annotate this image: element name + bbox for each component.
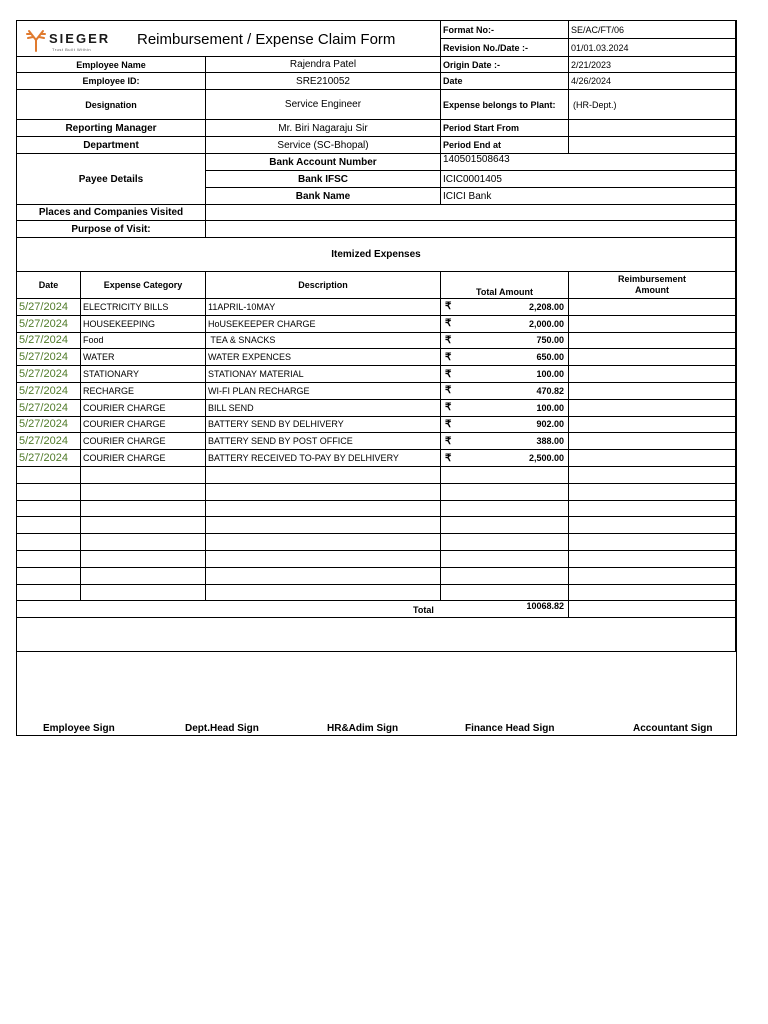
cell-total-amount bbox=[441, 467, 569, 484]
cell-description-text: BILL SEND bbox=[208, 402, 254, 413]
cell-reimbursement bbox=[569, 501, 736, 518]
rupee-symbol: ₹ bbox=[445, 351, 452, 363]
cell-date-text: 5/27/2024 bbox=[19, 351, 68, 364]
cell-category bbox=[81, 585, 206, 602]
revision-label: Revision No./Date :- bbox=[441, 39, 569, 57]
finance-head-sign: Finance Head Sign bbox=[465, 723, 555, 734]
cell-description bbox=[206, 450, 441, 467]
employee-name-value: Rajendra Patel bbox=[206, 57, 441, 73]
cell-reimbursement bbox=[569, 467, 736, 484]
cell-date-text: 5/27/2024 bbox=[19, 452, 68, 465]
logo-text: SIEGER bbox=[49, 31, 111, 46]
cell-total-amount bbox=[441, 450, 569, 467]
cell-total-amount bbox=[441, 501, 569, 518]
cell-reimbursement bbox=[569, 383, 736, 400]
rupee-symbol: ₹ bbox=[445, 385, 452, 397]
cell-description-text: BATTERY SEND BY DELHIVERY bbox=[208, 419, 344, 430]
cell-date-text: 5/27/2024 bbox=[19, 401, 68, 414]
cell-description bbox=[206, 349, 441, 366]
cell-total-amount bbox=[441, 400, 569, 417]
cell-description bbox=[206, 299, 441, 316]
cell-description bbox=[206, 534, 441, 551]
form-title: Reimbursement / Expense Claim Form bbox=[137, 30, 396, 48]
cell-reimbursement bbox=[569, 534, 736, 551]
cell-total-amount bbox=[441, 417, 569, 434]
rupee-symbol: ₹ bbox=[445, 368, 452, 380]
purpose-label: Purpose of Visit: bbox=[17, 221, 206, 238]
total-row-spacer bbox=[17, 601, 441, 618]
employee-id-label: Employee ID: bbox=[17, 73, 206, 90]
origin-date-label: Origin Date :- bbox=[441, 57, 569, 73]
cell-category-text: COURIER CHARGE bbox=[83, 402, 166, 413]
cell-date bbox=[17, 299, 81, 316]
places-visited-label: Places and Companies Visited bbox=[17, 205, 206, 221]
cell-total-amount bbox=[441, 433, 569, 450]
designation-label: Designation bbox=[17, 90, 206, 120]
cell-total-amount-text: 902.00 bbox=[536, 419, 564, 430]
cell-description bbox=[206, 417, 441, 434]
cell-total-amount-text: 2,000.00 bbox=[528, 318, 564, 329]
cell-total-amount-text: 650.00 bbox=[536, 352, 564, 363]
cell-date bbox=[17, 400, 81, 417]
cell-total-amount bbox=[441, 349, 569, 366]
rupee-symbol: ₹ bbox=[445, 334, 452, 346]
cell-category-text: COURIER CHARGE bbox=[83, 436, 166, 447]
cell-category-text: STATIONARY bbox=[83, 369, 140, 380]
cell-total-amount bbox=[441, 383, 569, 400]
col-header-description: Description bbox=[206, 272, 441, 299]
cell-category bbox=[81, 568, 206, 585]
cell-category bbox=[81, 433, 206, 450]
cell-category-text: ELECTRICITY BILLS bbox=[83, 301, 169, 312]
hr-admin-sign: HR&Adim Sign bbox=[327, 723, 399, 734]
cell-reimbursement bbox=[569, 551, 736, 568]
bank-name-label: Bank Name bbox=[206, 188, 441, 205]
accountant-sign: Accountant Sign bbox=[633, 723, 713, 734]
cell-reimbursement bbox=[569, 316, 736, 333]
cell-category bbox=[81, 450, 206, 467]
cell-total-amount-text: 2,500.00 bbox=[528, 453, 564, 464]
cell-category bbox=[81, 316, 206, 333]
cell-reimbursement bbox=[569, 333, 736, 350]
cell-description bbox=[206, 366, 441, 383]
cell-date bbox=[17, 467, 81, 484]
cell-date-text: 5/27/2024 bbox=[19, 317, 68, 330]
cell-date-text: 5/27/2024 bbox=[19, 334, 68, 347]
cell-total-amount bbox=[441, 333, 569, 350]
cell-category-text: COURIER CHARGE bbox=[83, 453, 166, 464]
cell-category bbox=[81, 383, 206, 400]
cell-category bbox=[81, 517, 206, 534]
cell-description bbox=[206, 433, 441, 450]
bank-account-value: 140501508643 bbox=[441, 154, 736, 171]
format-no-value: SE/AC/FT/06 bbox=[569, 21, 736, 39]
rupee-symbol: ₹ bbox=[445, 418, 452, 430]
cell-reimbursement bbox=[569, 585, 736, 602]
cell-reimbursement bbox=[569, 517, 736, 534]
employee-sign: Employee Sign bbox=[43, 723, 115, 734]
cell-description bbox=[206, 517, 441, 534]
cell-date bbox=[17, 551, 81, 568]
cell-description bbox=[206, 585, 441, 602]
cell-category-text: COURIER CHARGE bbox=[83, 419, 166, 430]
date-value: 4/26/2024 bbox=[569, 73, 736, 90]
cell-date bbox=[17, 501, 81, 518]
purpose-value bbox=[206, 221, 736, 238]
period-start-value bbox=[569, 120, 736, 137]
bank-ifsc-value: ICIC0001405 bbox=[441, 171, 736, 188]
cell-description bbox=[206, 383, 441, 400]
cell-date bbox=[17, 534, 81, 551]
date-label: Date bbox=[441, 73, 569, 90]
notes-area bbox=[17, 618, 736, 652]
total-value: 10068.82 bbox=[441, 601, 569, 618]
cell-category-text: Food bbox=[83, 335, 104, 346]
cell-date bbox=[17, 433, 81, 450]
cell-reimbursement bbox=[569, 450, 736, 467]
total-reimbursement-cell bbox=[569, 601, 736, 618]
rupee-symbol: ₹ bbox=[445, 318, 452, 330]
cell-description-text: STATIONAY MATERIAL bbox=[208, 369, 304, 380]
cell-total-amount bbox=[441, 517, 569, 534]
cell-date bbox=[17, 366, 81, 383]
cell-total-amount bbox=[441, 551, 569, 568]
cell-reimbursement bbox=[569, 568, 736, 585]
period-start-label: Period Start From bbox=[441, 120, 569, 137]
bank-name-value: ICICI Bank bbox=[441, 188, 736, 205]
plant-label: Expense belongs to Plant: bbox=[441, 90, 569, 120]
cell-date bbox=[17, 484, 81, 501]
cell-category-text: WATER bbox=[83, 352, 115, 363]
logo-tagline: Trust Built Within bbox=[52, 47, 92, 52]
cell-reimbursement bbox=[569, 299, 736, 316]
reporting-manager-value: Mr. Biri Nagaraju Sir bbox=[206, 120, 441, 137]
department-label: Department bbox=[17, 137, 206, 154]
rupee-symbol: ₹ bbox=[445, 301, 452, 313]
cell-total-amount-text: 470.82 bbox=[536, 385, 564, 396]
cell-reimbursement bbox=[569, 484, 736, 501]
cell-total-amount-text: 100.00 bbox=[536, 402, 564, 413]
cell-total-amount-text: 100.00 bbox=[536, 369, 564, 380]
cell-total-amount bbox=[441, 585, 569, 602]
cell-category bbox=[81, 551, 206, 568]
places-visited-value bbox=[206, 205, 736, 221]
cell-total-amount bbox=[441, 366, 569, 383]
expense-claim-form bbox=[16, 20, 737, 736]
reporting-manager-label: Reporting Manager bbox=[17, 120, 206, 137]
cell-category bbox=[81, 501, 206, 518]
cell-reimbursement bbox=[569, 433, 736, 450]
col-header-date: Date bbox=[17, 272, 81, 299]
cell-total-amount bbox=[441, 484, 569, 501]
rupee-symbol: ₹ bbox=[445, 435, 452, 447]
antler-logo-icon bbox=[25, 28, 47, 52]
cell-category bbox=[81, 417, 206, 434]
format-no-label: Format No:- bbox=[441, 21, 569, 39]
cell-date-text: 5/27/2024 bbox=[19, 300, 68, 313]
cell-description-text: WATER EXPENCES bbox=[208, 352, 292, 363]
cell-description bbox=[206, 568, 441, 585]
rupee-symbol: ₹ bbox=[445, 402, 452, 414]
cell-description bbox=[206, 316, 441, 333]
cell-date bbox=[17, 585, 81, 602]
cell-total-amount-text: 2,208.00 bbox=[528, 301, 564, 312]
cell-category-text: RECHARGE bbox=[83, 385, 135, 396]
bank-account-label: Bank Account Number bbox=[206, 154, 441, 171]
department-value: Service (SC-Bhopal) bbox=[206, 137, 441, 154]
itemized-expenses-title: Itemized Expenses bbox=[17, 238, 736, 272]
cell-total-amount bbox=[441, 316, 569, 333]
dept-head-sign: Dept.Head Sign bbox=[185, 723, 259, 734]
revision-value: 01/01.03.2024 bbox=[569, 39, 736, 57]
sieger-logo bbox=[25, 28, 125, 56]
designation-value: Service Engineer bbox=[206, 90, 441, 120]
bank-ifsc-label: Bank IFSC bbox=[206, 171, 441, 188]
cell-date bbox=[17, 383, 81, 400]
cell-date-text: 5/27/2024 bbox=[19, 418, 68, 431]
cell-date bbox=[17, 316, 81, 333]
col-header-reimbursement: Reimbursement Amount bbox=[569, 272, 736, 299]
plant-value: (HR-Dept.) bbox=[569, 90, 736, 120]
cell-category bbox=[81, 467, 206, 484]
cell-description-text: 11APRIL-10MAY bbox=[208, 301, 276, 312]
cell-reimbursement bbox=[569, 349, 736, 366]
cell-date-text: 5/27/2024 bbox=[19, 435, 68, 448]
cell-reimbursement bbox=[569, 417, 736, 434]
cell-category-text: HOUSEKEEPING bbox=[83, 318, 156, 329]
cell-description bbox=[206, 400, 441, 417]
col-header-total: Total Amount bbox=[441, 272, 569, 299]
cell-category bbox=[81, 484, 206, 501]
cell-total-amount bbox=[441, 568, 569, 585]
period-end-value bbox=[569, 137, 736, 154]
cell-description bbox=[206, 467, 441, 484]
cell-category bbox=[81, 333, 206, 350]
cell-total-amount bbox=[441, 299, 569, 316]
cell-reimbursement bbox=[569, 366, 736, 383]
employee-id-value: SRE210052 bbox=[206, 73, 441, 90]
cell-category bbox=[81, 299, 206, 316]
cell-date bbox=[17, 517, 81, 534]
col-header-category: Expense Category bbox=[81, 272, 206, 299]
cell-date-text: 5/27/2024 bbox=[19, 368, 68, 381]
cell-description bbox=[206, 501, 441, 518]
cell-total-amount bbox=[441, 534, 569, 551]
cell-description-text: WI-FI PLAN RECHARGE bbox=[208, 385, 310, 396]
cell-description-text: BATTERY SEND BY POST OFFICE bbox=[208, 436, 353, 447]
cell-description-text: TEA & SNACKS bbox=[208, 335, 276, 346]
cell-description-text: HoUSEKEEPER CHARGE bbox=[208, 318, 316, 329]
cell-date bbox=[17, 333, 81, 350]
rupee-symbol: ₹ bbox=[445, 452, 452, 464]
header-logo-title-cell bbox=[17, 21, 441, 57]
cell-description bbox=[206, 333, 441, 350]
period-end-label: Period End at bbox=[441, 137, 569, 154]
cell-total-amount-text: 388.00 bbox=[536, 436, 564, 447]
cell-reimbursement bbox=[569, 400, 736, 417]
cell-date bbox=[17, 450, 81, 467]
cell-category bbox=[81, 400, 206, 417]
cell-description bbox=[206, 484, 441, 501]
cell-category bbox=[81, 366, 206, 383]
cell-total-amount-text: 750.00 bbox=[536, 335, 564, 346]
cell-date-text: 5/27/2024 bbox=[19, 384, 68, 397]
total-label: Total bbox=[413, 605, 434, 615]
cell-description bbox=[206, 551, 441, 568]
cell-category bbox=[81, 534, 206, 551]
cell-date bbox=[17, 568, 81, 585]
origin-date-value: 2/21/2023 bbox=[569, 57, 736, 73]
cell-date bbox=[17, 417, 81, 434]
cell-description-text: BATTERY RECEIVED TO-PAY BY DELHIVERY bbox=[208, 453, 399, 464]
cell-category bbox=[81, 349, 206, 366]
payee-details-label: Payee Details bbox=[17, 154, 206, 205]
employee-name-label: Employee Name bbox=[17, 57, 206, 73]
cell-date bbox=[17, 349, 81, 366]
